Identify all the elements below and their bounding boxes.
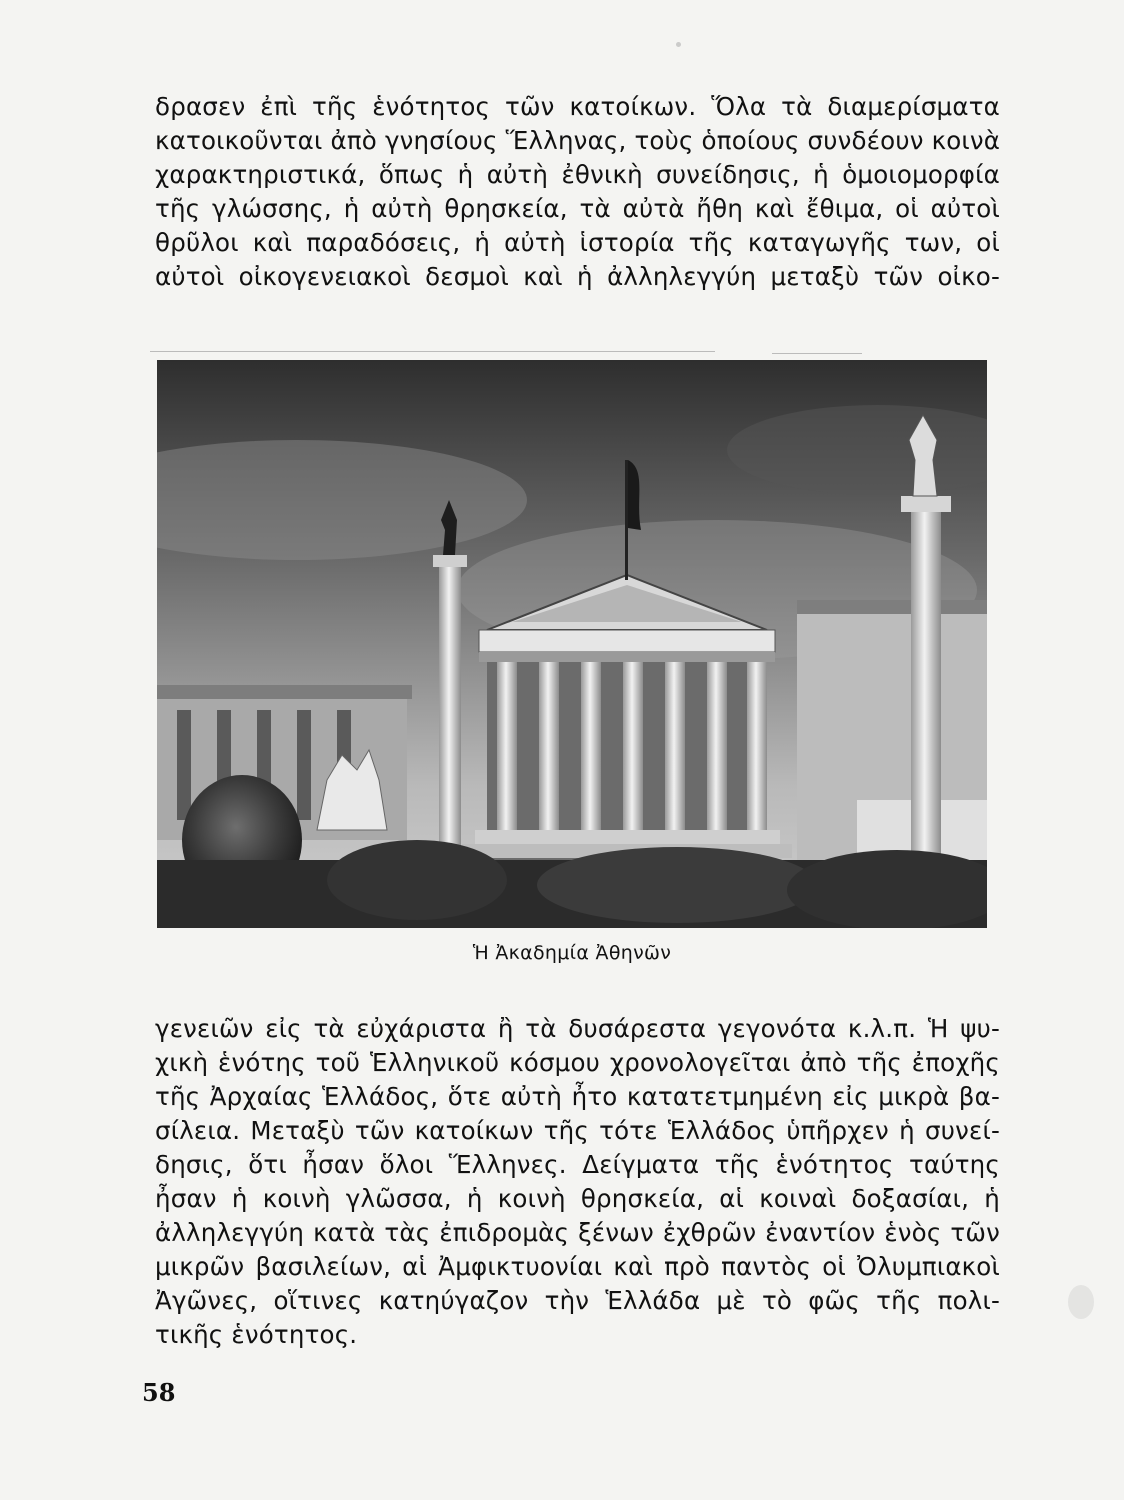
- faint-rule: [772, 353, 862, 354]
- text-line: γενειῶν εἰς τὰ εὐχάριστα ἢ τὰ δυσάρεστα γεγονότα κ.λ.π. Ἡ ψυ-: [155, 1014, 1000, 1043]
- top-paragraph: [155, 90, 1000, 294]
- athena-column: [439, 565, 461, 855]
- text-line: δρασεν ἐπὶ τῆς ἑνότητος τῶν κατοίκων. Ὅλα τὰ διαμερίσματα: [155, 92, 1000, 121]
- text-line: κατοικοῦνται ἀπὸ γνησίους Ἕλληνας, τοὺς ὁποίους συνδέουν κοινὰ: [155, 126, 1001, 155]
- text-line: τικῆς ἑνότητος.: [155, 1320, 358, 1349]
- text-line: σίλεια. Μεταξὺ τῶν κατοίκων τῆς τότε Ἑλλάδος ὑπῆρχεν ἡ συνεί-: [155, 1116, 1000, 1145]
- paper-speck: [1068, 1285, 1094, 1319]
- text-line: μικρῶν βασιλείων, αἱ Ἀμφικτυονίαι καὶ πρὸ παντὸς οἱ Ὀλυμπιακοὶ: [155, 1252, 1000, 1281]
- text-line: ἀλληλεγγύη κατὰ τὰς ἐπιδρομὰς ξένων ἐχθρῶν ἐναντίον ἑνὸς τῶν: [155, 1218, 1000, 1247]
- text-line: Ἀγῶνες, οἵτινες κατηύγαζον τὴν Ἑλλάδα μὲ τὸ φῶς τῆς πολι-: [155, 1286, 1000, 1315]
- paper-speck: [676, 42, 681, 47]
- photo-illustration: [157, 360, 987, 928]
- text-line: θρῦλοι καὶ παραδόσεις, ἡ αὐτὴ ἱστορία τῆς καταγωγῆς των, οἱ: [155, 228, 1000, 257]
- text-line: τῆς Ἀρχαίας Ἑλλάδος, ὅτε αὐτὴ ἦτο κατατετμημένη εἰς μικρὰ βα-: [155, 1082, 1000, 1111]
- text-line: ἦσαν ἡ κοινὴ γλῶσσα, ἡ κοινὴ θρησκεία, αἱ κοιναὶ δοξασίαι, ἡ: [155, 1184, 1000, 1213]
- text-line: τῆς γλώσσης, ἡ αὐτὴ θρησκεία, τὰ αὐτὰ ἤθη καὶ ἔθιμα, οἱ αὐτοὶ: [155, 194, 1000, 223]
- photo-caption: Ἡ Ἀκαδημία Ἀθηνῶν: [472, 942, 672, 964]
- flagpole: [625, 460, 628, 580]
- text-line: χαρακτηριστικά, ὅπως ἡ αὐτὴ ἐθνικὴ συνείδησις, ἡ ὁμοιομορφία: [155, 160, 1000, 189]
- faint-rule: [150, 351, 715, 352]
- text-line: χικὴ ἑνότης τοῦ Ἑλληνικοῦ κόσμου χρονολογεῖται ἀπὸ τῆς ἐποχῆς: [155, 1048, 1000, 1077]
- academy-of-athens-photo: [157, 360, 987, 928]
- bottom-paragraph: [155, 1012, 1000, 1352]
- text-line: δησις, ὅτι ἦσαν ὅλοι Ἕλληνες. Δείγματα τῆς ἑνότητος ταύτης: [155, 1150, 1000, 1179]
- page-number: 58: [142, 1378, 176, 1407]
- text-line: αὐτοὶ οἰκογενειακοὶ δεσμοὶ καὶ ἡ ἀλληλεγγύη μεταξὺ τῶν οἰκο-: [155, 262, 1000, 291]
- apollo-column: [911, 510, 941, 860]
